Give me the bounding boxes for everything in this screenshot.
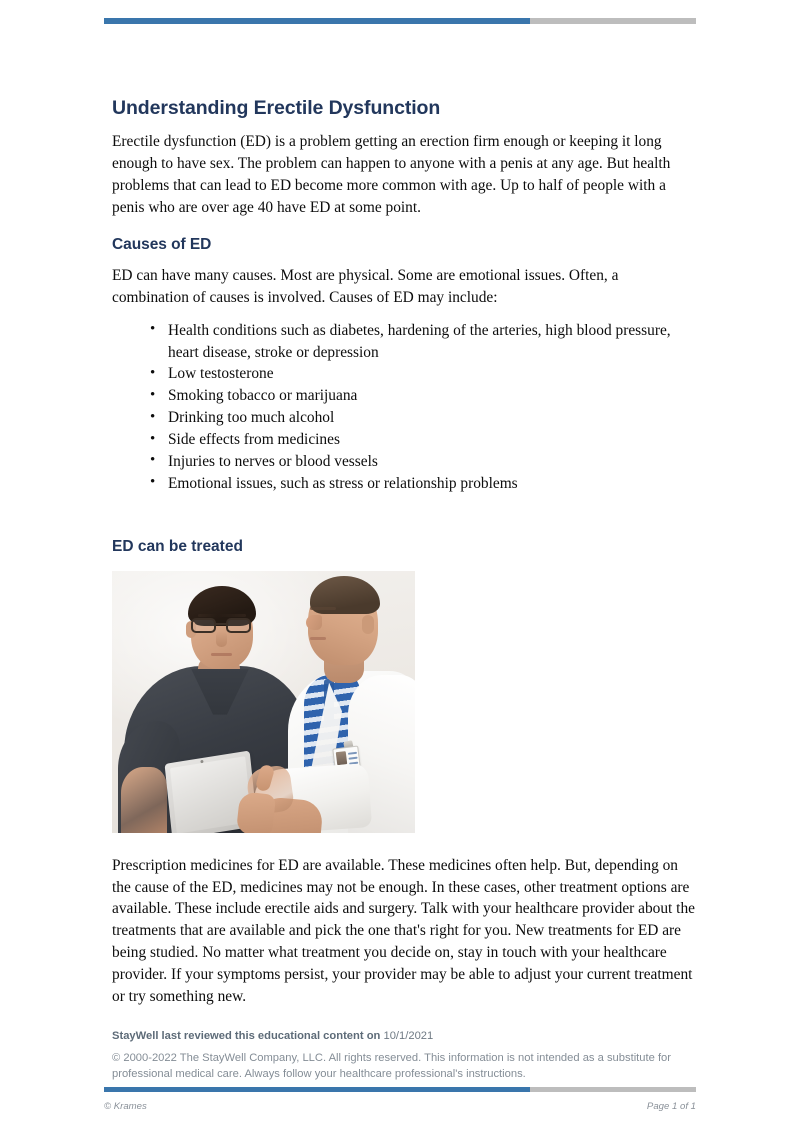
patient-nose <box>216 631 227 647</box>
photo-canvas <box>112 571 415 833</box>
list-item: • Smoking tobacco or marijuana <box>150 385 696 407</box>
section-heading-treated: ED can be treated <box>112 537 243 555</box>
doctor-nose <box>306 615 322 630</box>
footer-rule-blue-segment <box>104 1087 530 1092</box>
footer-rule-gray-segment <box>530 1087 696 1092</box>
treatment-paragraph: Prescription medicines for ED are available. These medicines often help. But, depending on the cause of the ED, medicines may not be enough. In these cases, other treatment options are available. These include erectile aids and surgery. Talk with your healthcare provider about the treatments that are available and pick the one that's right for you. New treatments for ED are being studied. No matter what treatment you decide on, stay in touch with your healthcare provider. If your symptoms persist, your provider may be able to adjust your current treatment or try something new. <box>112 856 695 1005</box>
page-title: Understanding Erectile Dysfunction <box>112 97 441 119</box>
doctor-mouth <box>310 637 326 640</box>
review-date: 10/1/2021 <box>383 1029 434 1042</box>
badge-photo <box>336 751 348 765</box>
eyeglasses-left-lens <box>191 618 216 633</box>
page-footer <box>104 1101 696 1112</box>
patient-hand <box>236 791 276 833</box>
review-line <box>112 1029 696 1045</box>
eyeglasses-right-lens <box>226 618 251 633</box>
doctor-patient-consultation-photo <box>112 571 415 833</box>
list-item: • Injuries to nerves or blood vessels <box>150 451 696 473</box>
list-item: • Health conditions such as diabetes, hardening of the arteries, high blood pressure, heart disease, stroke or depression <box>150 320 696 364</box>
page-number: Page 1 of 1 <box>646 1101 696 1112</box>
review-label: StayWell last reviewed this educational content on <box>112 1029 381 1042</box>
intro-paragraph: Erectile dysfunction (ED) is a problem getting an erection firm enough or keeping it long enough to have sex. The problem can happen to anyone with a penis at any age. But health problems that can lead to ED become more common with age. Up to half of people with a penis who are over age 40 have ED at some point. <box>112 133 671 216</box>
doctor-eyebrow <box>310 607 336 610</box>
causes-paragraph: ED can have many causes. Most are physical. Some are emotional issues. Often, a combination of causes is involved. Causes of ED may include: <box>112 266 619 306</box>
footer-copyright: © Krames <box>104 1101 147 1112</box>
patient-left-arm <box>121 767 167 833</box>
list-item: • Side effects from medicines <box>150 429 696 451</box>
doctor-ear <box>362 615 374 634</box>
copyright-text: © 2000-2022 The StayWell Company, LLC. All rights reserved. This information is not intended as a substitute for professional medical care. Always follow your healthcare professional's instructions. <box>112 1051 672 1080</box>
list-item: • Emotional issues, such as stress or relationship problems <box>150 473 696 495</box>
badge-text-line <box>348 751 357 754</box>
patient-eyebrows <box>198 614 246 617</box>
footer-rule <box>104 1087 696 1092</box>
document-content <box>112 0 696 1082</box>
patient-mouth <box>211 653 232 656</box>
list-item: • Low testosterone <box>150 363 696 385</box>
tablet-camera-icon <box>200 759 203 762</box>
causes-bullet-list <box>150 320 696 495</box>
badge-text-line <box>348 756 357 759</box>
list-item: • Drinking too much alcohol <box>150 407 696 429</box>
attribution-block <box>112 1029 696 1083</box>
section-heading-causes: Causes of ED <box>112 235 212 253</box>
